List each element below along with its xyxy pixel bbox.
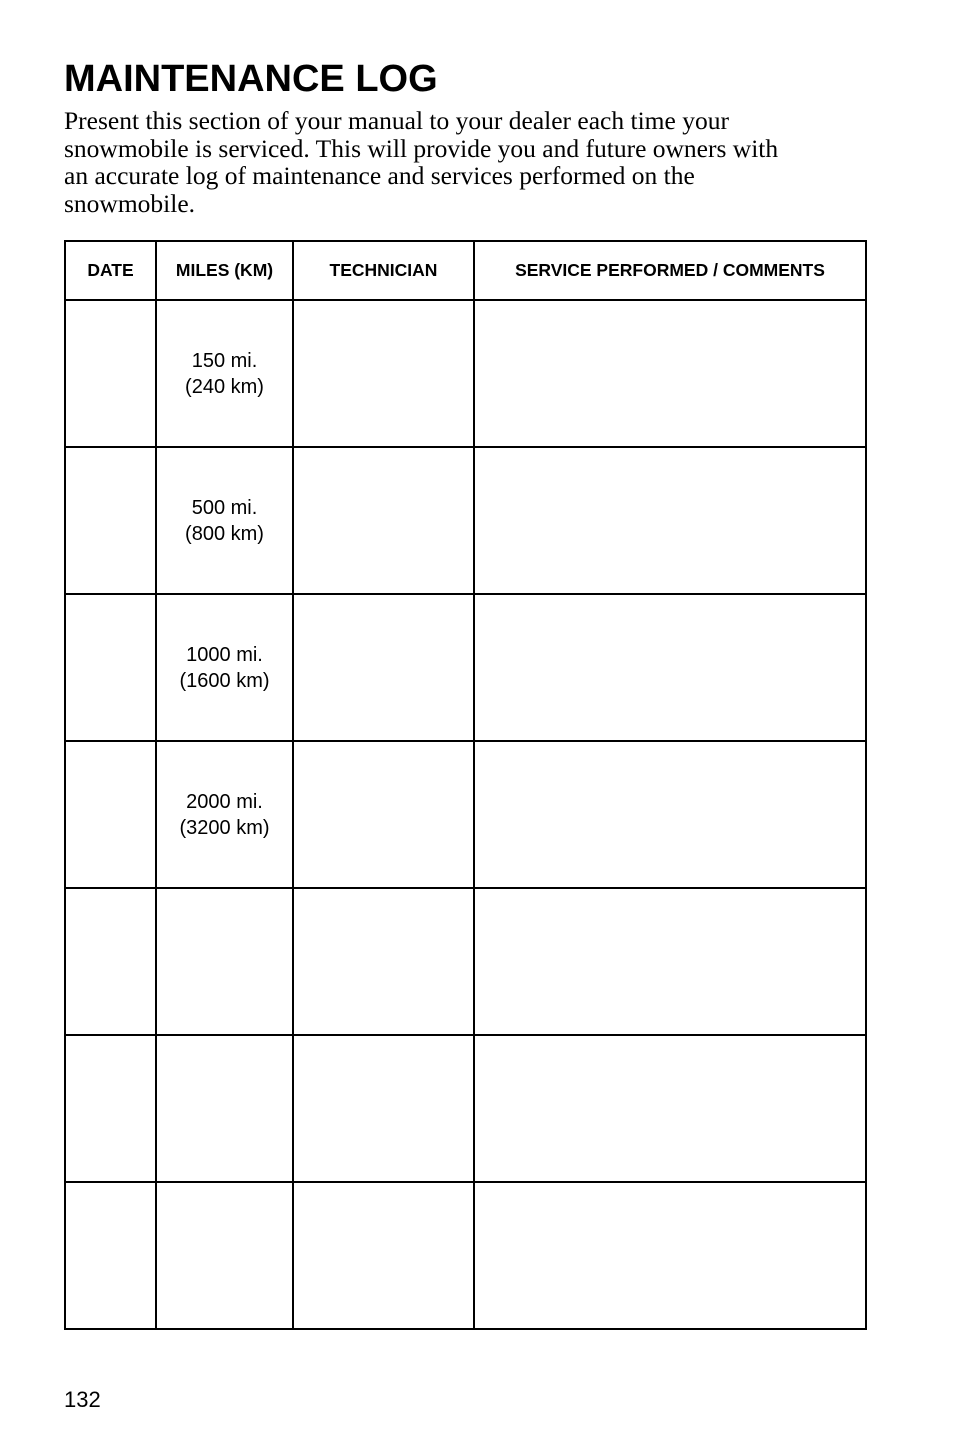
header-date: DATE <box>65 241 156 300</box>
intro-line: snowmobile is serviced. This will provide you and future owners with <box>64 133 779 163</box>
service-cell[interactable] <box>474 1035 866 1182</box>
intro-line: an accurate log of maintenance and services performed on the <box>64 161 695 190</box>
service-cell[interactable] <box>474 1182 866 1329</box>
header-miles: MILES (KM) <box>156 241 293 300</box>
miles-cell[interactable] <box>156 1035 293 1182</box>
miles-cell <box>156 447 293 594</box>
table-row <box>65 300 866 447</box>
maintenance-log-table <box>64 240 867 1330</box>
technician-cell[interactable] <box>293 888 474 1035</box>
page-title: MAINTENANCE LOG <box>64 58 438 100</box>
table-header-row <box>65 241 866 300</box>
miles-value: 1000 mi. <box>186 643 263 666</box>
intro-paragraph <box>64 107 864 217</box>
miles-cell <box>156 300 293 447</box>
intro-line: Present this section of your manual to your dealer each time your <box>64 106 729 135</box>
service-cell[interactable] <box>474 447 866 594</box>
header-technician: TECHNICIAN <box>293 241 474 300</box>
table-row <box>65 888 866 1035</box>
date-cell[interactable] <box>65 447 156 594</box>
table-row <box>65 447 866 594</box>
technician-cell[interactable] <box>293 447 474 594</box>
service-cell[interactable] <box>474 888 866 1035</box>
miles-cell[interactable] <box>156 1182 293 1329</box>
table-row <box>65 1182 866 1329</box>
technician-cell[interactable] <box>293 300 474 447</box>
page-number: 132 <box>64 1387 101 1412</box>
technician-cell[interactable] <box>293 594 474 741</box>
technician-cell[interactable] <box>293 1035 474 1182</box>
km-value: (240 km) <box>185 375 264 398</box>
service-cell[interactable] <box>474 594 866 741</box>
table-row <box>65 594 866 741</box>
miles-cell[interactable] <box>156 888 293 1035</box>
miles-value: 2000 mi. <box>186 790 263 813</box>
date-cell[interactable] <box>65 1182 156 1329</box>
km-value: (3200 km) <box>179 816 270 839</box>
header-service: SERVICE PERFORMED / COMMENTS <box>474 241 866 300</box>
service-cell[interactable] <box>474 300 866 447</box>
table-row <box>65 741 866 888</box>
miles-cell <box>156 594 293 741</box>
miles-cell <box>156 741 293 888</box>
technician-cell[interactable] <box>293 1182 474 1329</box>
date-cell[interactable] <box>65 888 156 1035</box>
km-value: (1600 km) <box>179 669 270 692</box>
service-cell[interactable] <box>474 741 866 888</box>
table-row <box>65 1035 866 1182</box>
km-value: (800 km) <box>185 522 264 545</box>
intro-line: snowmobile. <box>64 188 196 218</box>
date-cell[interactable] <box>65 594 156 741</box>
date-cell[interactable] <box>65 1035 156 1182</box>
miles-value: 500 mi. <box>191 496 258 519</box>
miles-value: 150 mi. <box>191 349 258 372</box>
date-cell[interactable] <box>65 300 156 447</box>
technician-cell[interactable] <box>293 741 474 888</box>
date-cell[interactable] <box>65 741 156 888</box>
